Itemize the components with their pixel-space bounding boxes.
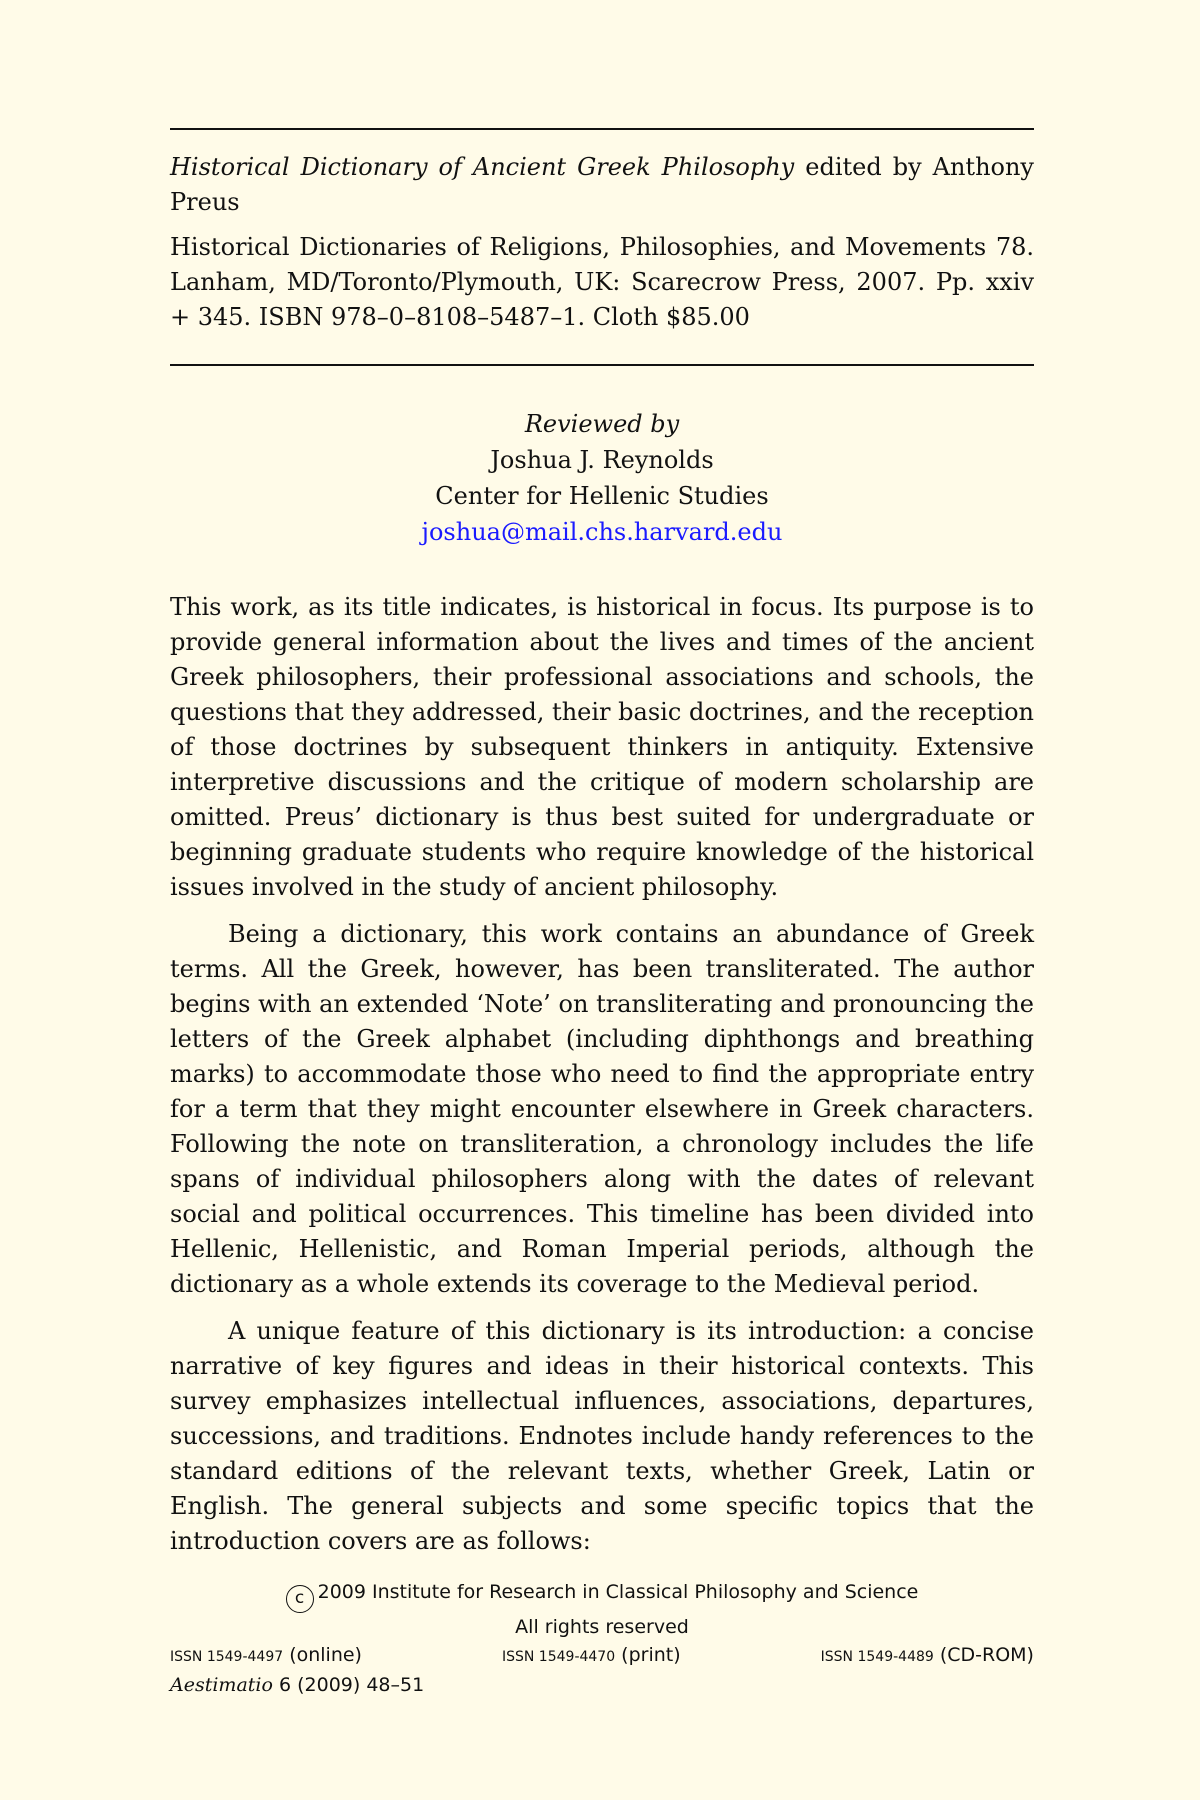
- journal-ref: 6 (2009) 48–51: [278, 1674, 425, 1696]
- journal-citation: [170, 1671, 1034, 1699]
- review-body: [170, 590, 1034, 1571]
- reviewer-email-link[interactable]: joshua@mail.chs.harvard.edu: [421, 518, 783, 546]
- reviewed-by-label: Reviewed by: [524, 410, 680, 438]
- rights-line: All rights reserved: [515, 1616, 689, 1638]
- copyright-line: [170, 1578, 1034, 1613]
- book-title: Historical Dictionary of Ancient Greek Philosophy: [170, 153, 795, 181]
- book-publication-details: Historical Dictionaries of Religions, Philosophies, and Movements 78. Lanham, MD/Toronto/Plymouth, UK: Scarecrow Press, 2007. Pp. xxiv + 345. ISBN 978–0–8108–5487–1. Cloth $85.00: [170, 233, 1034, 331]
- paragraph-1: This work, as its title indicates, is historical in focus. Its purpose is to provide general information about the lives and times of the ancient Greek philosophers, their professional associations and schools, the questions that they addressed, their basic doctrines, and the reception of those doctrines by subsequent thinkers in antiquity. Extensive interpretive discussions and the critique of modern scholarship are omitted. Preus’ dictionary is thus best suited for undergraduate or beginning graduate students who require knowledge of the historical issues involved in the study of ancient philosophy.: [170, 593, 1034, 901]
- page-footer: [170, 1578, 1034, 1699]
- issn-print: ISSN 1549-4470 (print): [501, 1644, 681, 1666]
- journal-name: Aestimatio: [170, 1674, 273, 1696]
- issn-online: ISSN 1549-4497 (online): [170, 1644, 362, 1666]
- issn-cdrom: ISSN 1549-4489 (CD-ROM): [820, 1644, 1034, 1666]
- reviewer-institution: Center for Hellenic Studies: [435, 482, 769, 510]
- reviewer-name: Joshua J. Reynolds: [490, 446, 714, 474]
- top-rule: [170, 128, 1034, 130]
- copyright-text: 2009 Institute for Research in Classical Philosophy and Science: [317, 1581, 919, 1603]
- paragraph-3: A unique feature of this dictionary is its introduction: a concise narrative of key figures and ideas in their historical contexts. This survey emphasizes intellectual influences, associations, departures, successions, and traditions. Endnotes include handy references to the standard editions of the relevant texts, whether Greek, Latin or English. The general subjects and some specific topics that the introduction covers are as follows:: [170, 1317, 1034, 1555]
- book-editor: edited by Anthony Preus: [170, 153, 1034, 216]
- paragraph-2: Being a dictionary, this work contains an abundance of Greek terms. All the Greek, however, has been transliterated. The author begins with an extended ‘Note’ on transliterating and pronouncing the letters of the Greek alphabet (including diphthongs and breathing marks) to accommodate those who need to find the appropriate entry for a term that they might encounter elsewhere in Greek characters. Following the note on transliteration, a chronology includes the life spans of individual philosophers along with the dates of relevant social and political occurrences. This timeline has been divided into Hellenic, Hellenistic, and Roman Imperial periods, although the dictionary as a whole extends its coverage to the Medieval period.: [170, 920, 1034, 1298]
- book-title-line: [170, 150, 1034, 220]
- copyright-symbol: c: [286, 1585, 314, 1613]
- reviewer-block: [170, 406, 1034, 550]
- issn-row: [170, 1641, 1034, 1671]
- middle-rule: [170, 364, 1034, 366]
